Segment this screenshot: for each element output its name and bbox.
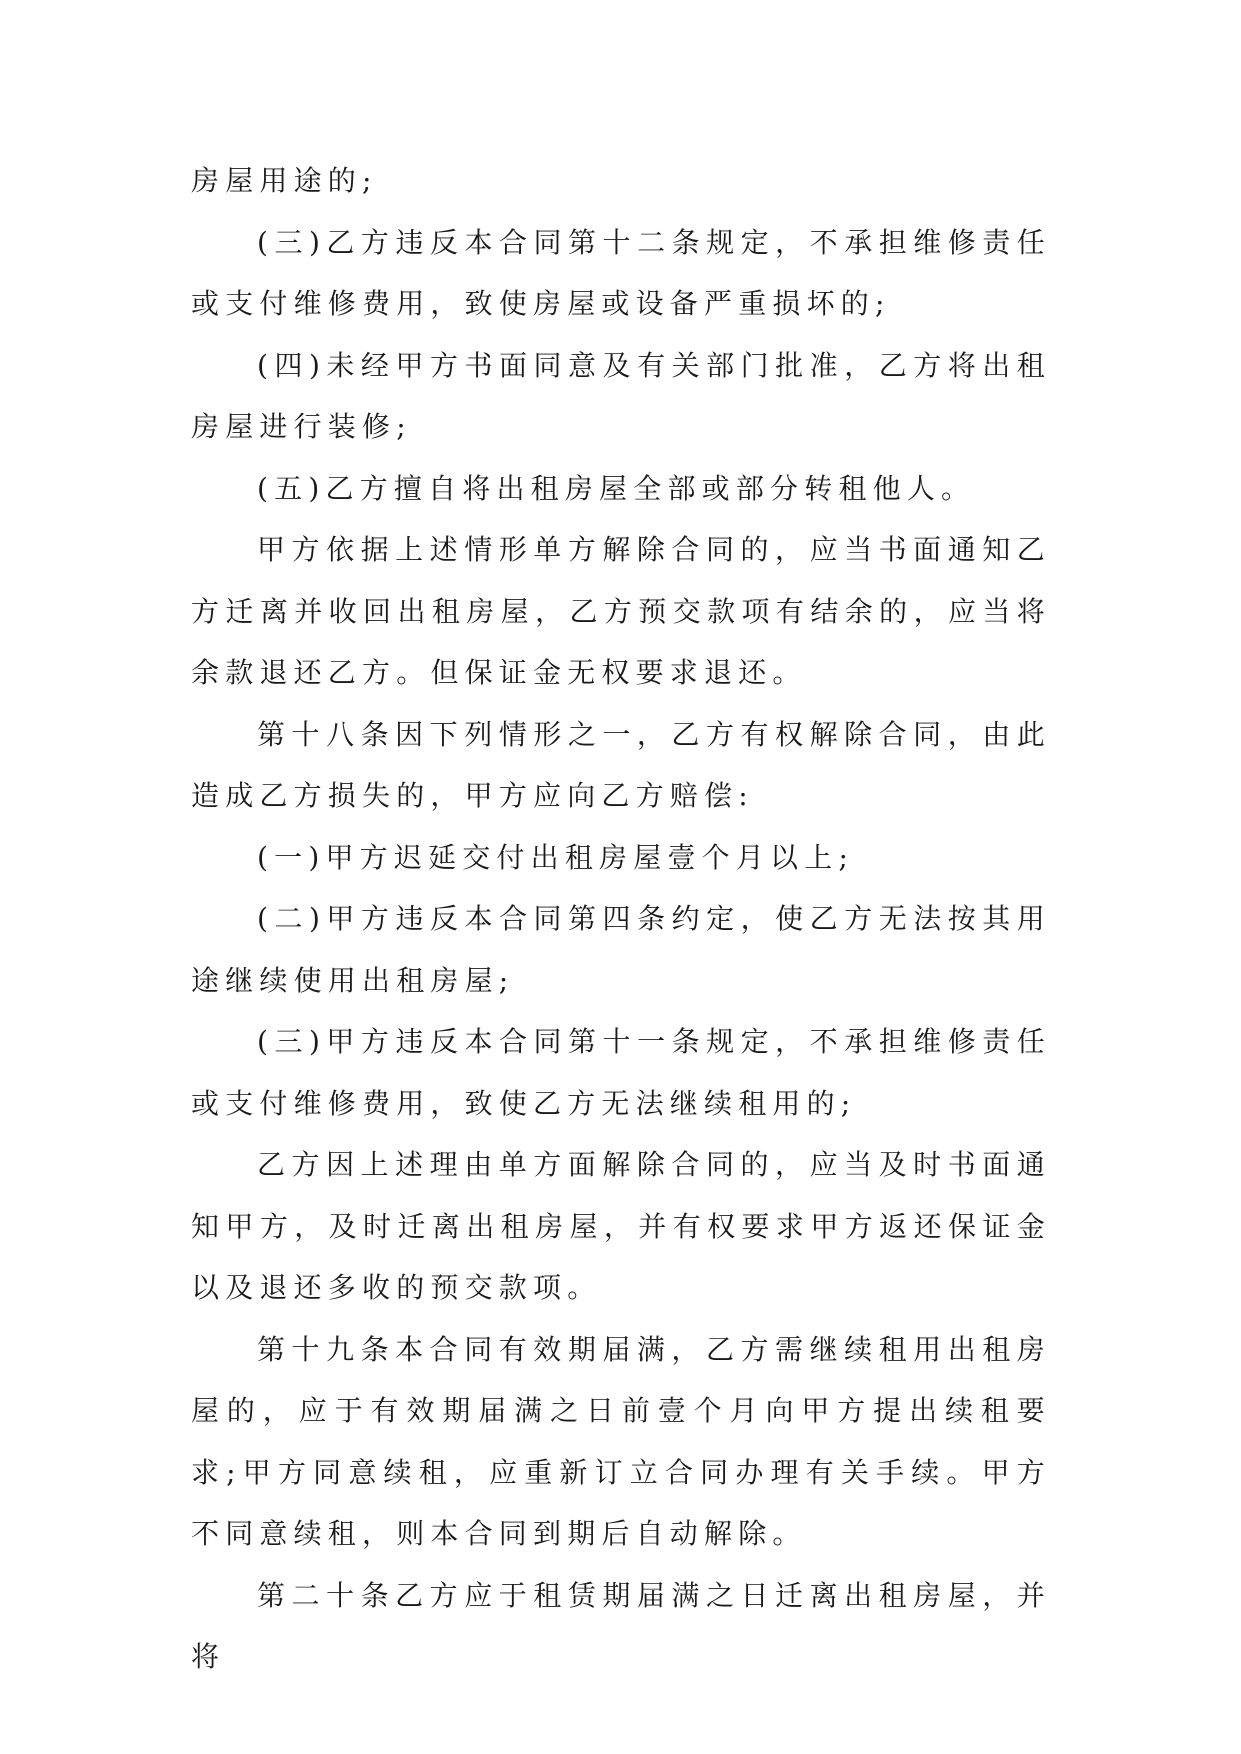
paragraph-1: 房屋用途的;: [191, 164, 378, 197]
paragraph-7: (一)甲方迟延交付出租房屋壹个月以上;: [257, 840, 855, 874]
paragraph-2: (三)乙方违反本合同第十二条规定，不承担维修责任或支付维修费用，致使房屋或设备严重损坏的;: [191, 225, 1051, 320]
paragraph-8: (二)甲方违反本合同第四条约定，使乙方无法按其用途继续使用出租房屋;: [191, 902, 1051, 997]
paragraph-10: 乙方因上述理由单方面解除合同的，应当及时书面通知甲方，及时迁离出租房屋，并有权要求甲方返还保证金以及退还多收的预交款项。: [191, 1148, 1051, 1304]
document-body: [191, 150, 1051, 1688]
paragraph-5: 甲方依据上述情形单方解除合同的，应当书面通知乙方迁离并收回出租房屋，乙方预交款项有结余的，应当将余款退还乙方。但保证金无权要求退还。: [191, 533, 1051, 689]
paragraph-6: 第十八条因下列情形之一，乙方有权解除合同，由此造成乙方损失的，甲方应向乙方赔偿:: [191, 717, 1051, 812]
paragraph-12: 第二十条乙方应于租赁期届满之日迁离出租房屋，并将: [191, 1578, 1051, 1673]
paragraph-4: (五)乙方擅自将出租房屋全部或部分转租他人。: [257, 471, 976, 505]
paragraph-9: (三)甲方违反本合同第十一条规定，不承担维修责任或支付维修费用，致使乙方无法继续租用的;: [191, 1025, 1051, 1120]
paragraph-3: (四)未经甲方书面同意及有关部门批准，乙方将出租房屋进行装修;: [191, 348, 1051, 443]
paragraph-11: 第十九条本合同有效期届满，乙方需继续租用出租房屋的，应于有效期届满之日前壹个月向甲方提出续租要求;甲方同意续租，应重新订立合同办理有关手续。甲方不同意续租，则本合同到期后自动解除。: [191, 1332, 1051, 1550]
